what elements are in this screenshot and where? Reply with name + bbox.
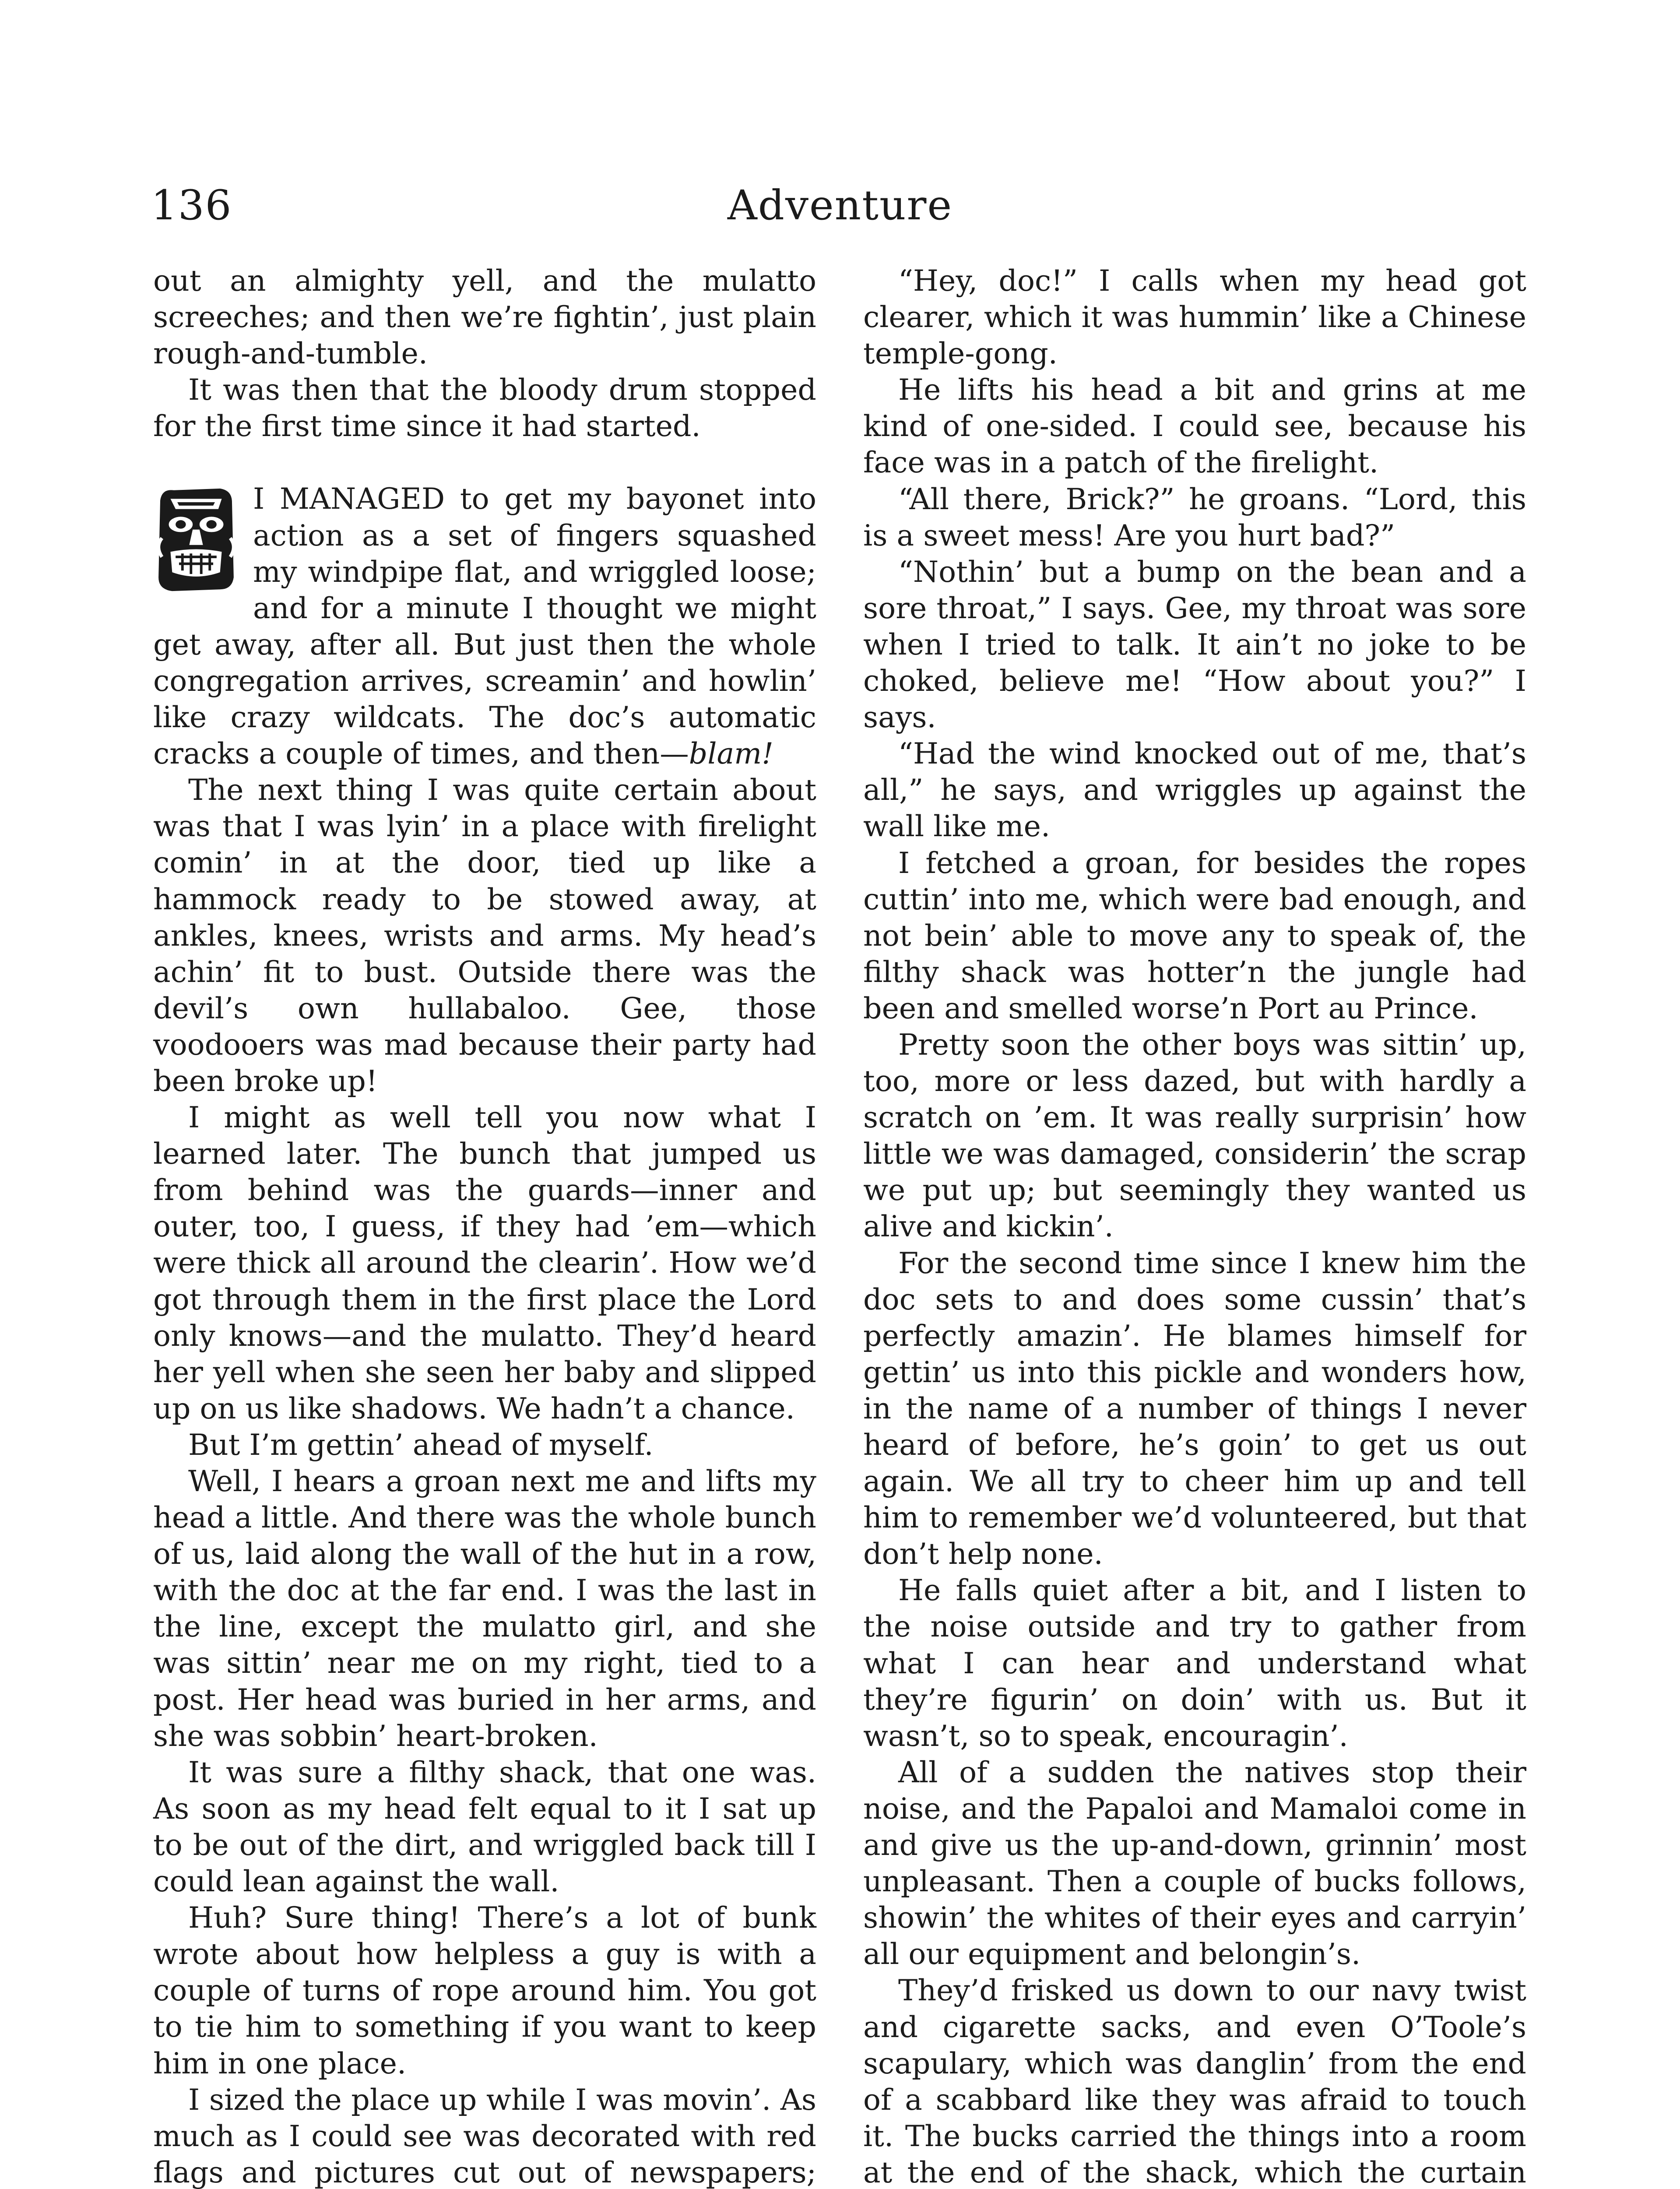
- paragraph: I sized the place up while I was movin’. As much as I could see was decorated with red flags and pictures cut out of newspapers;: [153, 2082, 816, 2189]
- page-header: [151, 177, 1529, 243]
- paragraph: But I’m gettin’ ahead of myself.: [188, 1427, 654, 1462]
- paragraph: He falls quiet after a bit, and I listen to the noise outside and try to gather from what I can hear and understand what they’re figurin’ on doin’ with us. But it wasn’t, so to speak, encouragin’.: [863, 1573, 1526, 1753]
- running-title: Adventure: [727, 182, 953, 229]
- paragraph: It was then that the bloody drum stopped for the first time since it had started.: [153, 373, 816, 443]
- right-column: [863, 263, 1526, 2189]
- paragraph: Pretty soon the other boys was sittin’ up, too, more or less dazed, but with hardly a scratch on ’em. It was really surprisin’ how little we was damaged, considerin’ the scrap we put up; but seemingly they wanted us alive and kickin’.: [863, 1027, 1526, 1244]
- paragraph: “Hey, doc!” I calls when my head got clearer, which it was hummin’ like a Chinese temple-gong.: [863, 264, 1526, 371]
- section-opening-paragraph: [153, 481, 816, 772]
- paragraph: out an almighty yell, and the mulatto screeches; and then we’re fightin’, just plain rough-and-tumble.: [153, 264, 816, 371]
- paragraph: They’d frisked us down to our navy twist and cigarette sacks, and even O’Toole’s scapulary, which was danglin’ from the end of a scabbard like they was afraid to touch it. The bucks carried the things into a room at the end of the shack, which the curtain: [863, 1973, 1526, 2189]
- paragraph: Well, I hears a groan next me and lifts my head a little. And there was the whole bunch of us, laid along the wall of the hut in a row, with the doc at the far end. I was the last in the line, except the mulatto girl, and she was sittin’ near me on my right, tied to a post. Her head was buried in her arms, and she was sobbin’ heart-broken.: [153, 1464, 816, 1753]
- paragraph: The next thing I was quite certain about was that I was lyin’ in a place with firelight comin’ in at the door, tied up like a hammock ready to be stowed away, at ankles, knees, wrists and arms. My head’s achin’ fit to bust. Outside there was the devil’s own hullabaloo. Gee, those voodooers was mad because their party had been broke up!: [153, 773, 816, 1098]
- paragraph: For the second time since I knew him the doc sets to and does some cussin’ that’s perfectly amazin’. He blames himself for gettin’ us into this pickle and wonders how, in the name of a number of things I never heard of before, he’s goin’ to get us out again. We all try to cheer him up and tell him to remember we’d volunteered, but that don’t help none.: [863, 1246, 1526, 1571]
- paragraph: “All there, Brick?” he groans. “Lord, this is a sweet mess! Are you hurt bad?”: [863, 482, 1526, 553]
- paragraph: Huh? Sure thing! There’s a lot of bunk wrote about how helpless a guy is with a couple of turns of rope around him. You got to tie him to something if you want to keep him in one place.: [153, 1900, 816, 2080]
- left-column: [153, 263, 816, 2189]
- paragraph: I might as well tell you now what I learned later. The bunch that jumped us from behind was the guards—inner and outer, too, I guess, if they had ’em—which were thick all around the clearin’. How we’d got through them in the first place the Lord only knows—and the mulatto. They’d heard her yell when she seen her baby and slipped up on us like shadows. We hadn’t a chance.: [153, 1100, 816, 1425]
- paragraph: “Had the wind knocked out of me, that’s all,” he says, and wriggles up against the wall like me.: [863, 736, 1526, 844]
- paragraph: He lifts his head a bit and grins at me kind of one-sided. I could see, because his face was in a patch of the firelight.: [863, 373, 1526, 480]
- paragraph: All of a sudden the natives stop their noise, and the Papaloi and Mamaloi come in and give us the up-and-down, grinnin’ most unpleasant. Then a couple of bucks follows, showin’ the whites of their eyes and carryin’ all our equipment and belongin’s.: [863, 1755, 1526, 1971]
- paragraph: “Nothin’ but a bump on the bean and a sore throat,” I says. Gee, my throat was sore when I tried to talk. It ain’t no joke to be choked, believe me! “How about you?” I says.: [863, 554, 1526, 735]
- paragraph: I fetched a groan, for besides the ropes cuttin’ into me, which were bad enough, and not bein’ able to move any to speak of, the filthy shack was hotter’n the jungle had been and smelled worse’n Port au Prince.: [863, 845, 1526, 1025]
- page-number: 136: [151, 182, 232, 229]
- italic-exclamation: blam!: [689, 736, 773, 771]
- paragraph-text: I MANAGED to get my bayonet into action as a set of fingers squashed my windpipe flat, and wriggled loose; and for a minute I thought we might get away, after all. But just then the whole congregation arrives, screamin’ and howlin’ like crazy wildcats. The doc’s automatic cracks a couple of times, and then—: [153, 482, 816, 771]
- tribal-mask-icon: [153, 487, 239, 593]
- paragraph: It was sure a filthy shack, that one was. As soon as my head felt equal to it I sat up to be out of the dirt, and wriggled back till I could lean against the wall.: [153, 1755, 816, 1899]
